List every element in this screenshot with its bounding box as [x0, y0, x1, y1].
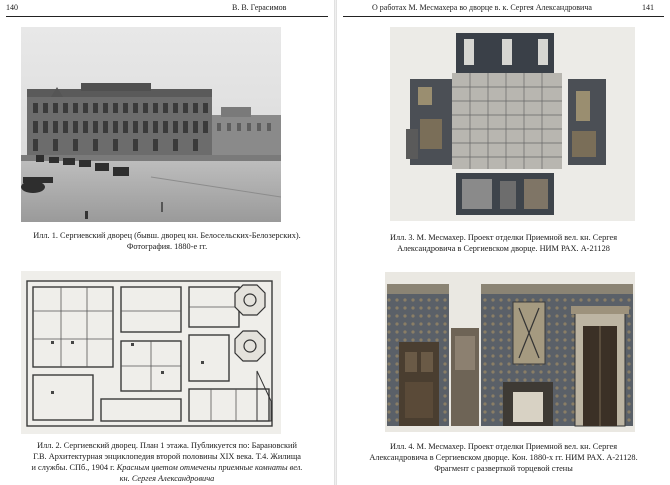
caption-line: Г.В. Архитектурная энциклопедия второй половины XIX века. Т.4. Жилища — [33, 452, 301, 461]
figure-4-caption — [337, 441, 670, 474]
header-rule — [343, 16, 664, 17]
caption-line: Илл. 3. М. Месмахер. Проект отделки Приемной вел. кн. Сергея — [389, 233, 618, 242]
figure-2-caption — [0, 440, 334, 484]
caption-line: Илл. 4. М. Месмахер. Проект отделки Приемной вел. кн. Сергея — [389, 442, 618, 451]
right-page — [337, 0, 670, 485]
left-page — [0, 0, 334, 485]
caption-line: Илл. 1. Сергиевский дворец (бывш. дворец кн. Белосельских-Белозерских). — [33, 231, 301, 240]
wall-elevation-fragment — [385, 272, 635, 432]
caption-italic-note: кн. Сергея Александровича — [119, 474, 215, 483]
page-number: 141 — [642, 3, 654, 12]
caption-line: Илл. 2. Сергиевский дворец. План 1 этажа. Публикуется по: Барановский — [37, 441, 297, 450]
caption-line: и службы. СПб., 1904 г. — [31, 463, 115, 472]
page-number: 140 — [6, 3, 18, 12]
left-page-header — [0, 3, 334, 15]
caption-line: Александровича в Сергиевском дворце. НИМ РАХ. А-21128 — [397, 244, 610, 253]
caption-italic-note: Красным цветом отмечены приемные комнаты вел. — [116, 463, 303, 472]
running-head: В. В. Герасимов — [232, 3, 287, 12]
floor-plan-drawing — [21, 271, 281, 434]
running-head: О работах М. Месмахера во дворце в. к. Сергея Александровича — [372, 3, 592, 12]
right-page-header — [337, 3, 670, 15]
figure-1-caption — [0, 230, 334, 252]
palace-photograph — [21, 27, 281, 222]
figure-3-caption — [337, 232, 670, 254]
caption-line: Александровича в Сергиевском дворце. Кон. 1880-х гг. НИМ РАХ. А-21128. — [369, 453, 638, 462]
caption-line: Фотография. 1880-е гг. — [126, 242, 208, 251]
header-rule — [6, 16, 328, 17]
room-decoration-project — [390, 27, 635, 221]
caption-line: Фрагмент с разверткой торцевой стены — [434, 464, 573, 473]
